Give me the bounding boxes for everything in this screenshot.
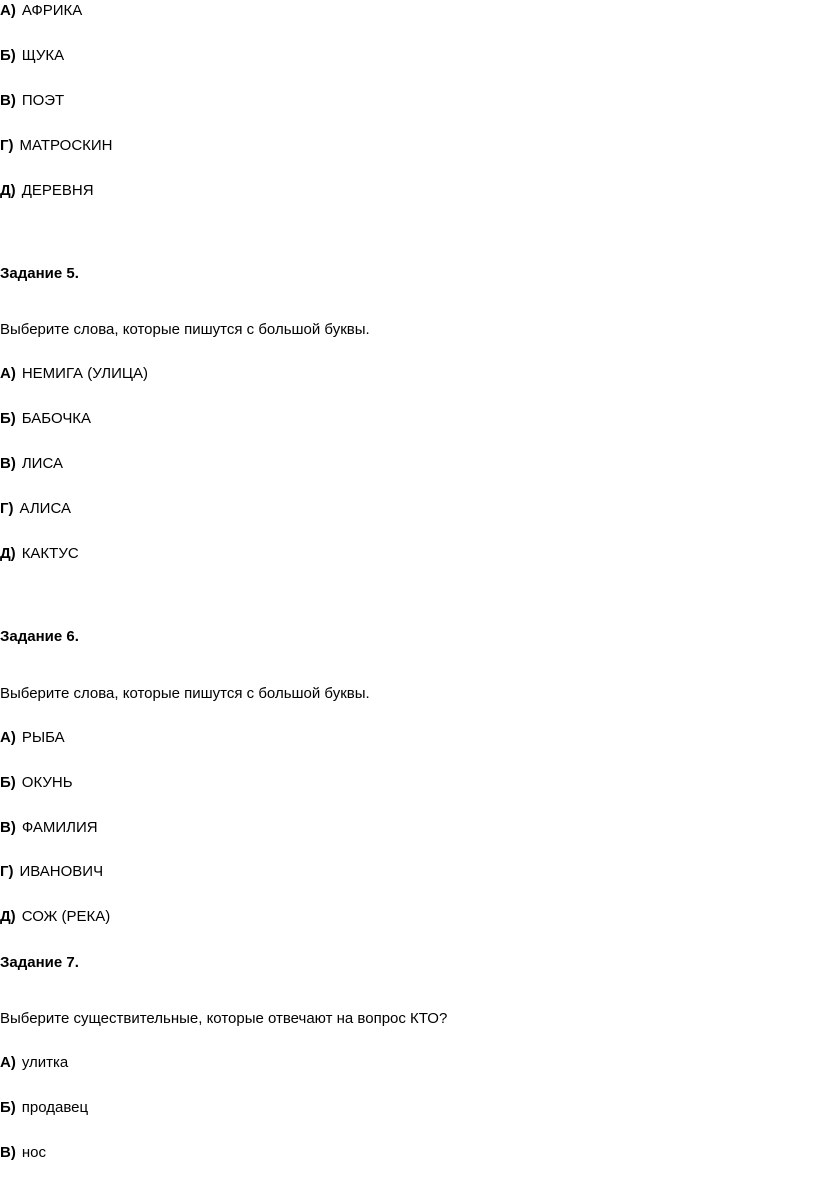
option-letter: В): [0, 819, 16, 836]
option-b: [0, 409, 91, 429]
option-text: РЫБА: [21, 729, 65, 746]
option-text: МАТРОСКИН: [19, 137, 113, 154]
task-5-question: Выберите слова, которые пишутся с большой буквы.: [0, 321, 370, 338]
option-letter: Б): [0, 774, 16, 791]
option-letter: Д): [0, 182, 16, 199]
option-letter: Б): [0, 410, 16, 427]
option-letter: В): [0, 92, 16, 109]
option-g: [0, 862, 103, 882]
task-5-title: Задание 5.: [0, 265, 79, 282]
option-v: [0, 1143, 46, 1163]
option-text: АЛИСА: [19, 500, 71, 517]
option-d: [0, 181, 94, 201]
option-v: [0, 818, 98, 838]
option-letter: Г): [0, 137, 14, 154]
option-text: ОКУНЬ: [21, 774, 73, 791]
option-letter: Г): [0, 863, 14, 880]
option-text: улитка: [21, 1054, 69, 1071]
option-letter: А): [0, 1054, 16, 1071]
option-letter: Б): [0, 1099, 16, 1116]
option-text: ФАМИЛИЯ: [21, 819, 98, 836]
option-v: [0, 91, 64, 111]
option-letter: Б): [0, 47, 16, 64]
option-g: [0, 499, 71, 519]
option-text: СОЖ (РЕКА): [21, 908, 111, 925]
option-text: ЩУКА: [21, 47, 65, 64]
option-letter: Г): [0, 500, 14, 517]
option-letter: А): [0, 365, 16, 382]
option-d: [0, 907, 110, 927]
option-text: АФРИКА: [21, 2, 83, 19]
option-b: [0, 1098, 88, 1118]
option-g: [0, 136, 113, 156]
option-text: БАБОЧКА: [21, 410, 92, 427]
option-a: [0, 364, 148, 384]
option-a: [0, 1, 82, 21]
option-text: ДЕРЕВНЯ: [21, 182, 94, 199]
option-v: [0, 454, 63, 474]
option-text: ИВАНОВИЧ: [19, 863, 104, 880]
option-a: [0, 1053, 68, 1073]
task-6-question: Выберите слова, которые пишутся с большой буквы.: [0, 685, 370, 702]
option-letter: В): [0, 1144, 16, 1161]
task-7-title: Задание 7.: [0, 954, 79, 971]
option-b: [0, 46, 64, 66]
task-7-question: Выберите существительные, которые отвечают на вопрос КТО?: [0, 1010, 448, 1027]
option-text: ПОЭТ: [21, 92, 65, 109]
option-b: [0, 773, 73, 793]
option-text: НЕМИГА (УЛИЦА): [21, 365, 148, 382]
option-text: продавец: [21, 1099, 89, 1116]
option-text: нос: [21, 1144, 46, 1161]
option-letter: А): [0, 729, 16, 746]
option-d: [0, 544, 79, 564]
option-letter: Д): [0, 545, 16, 562]
option-letter: В): [0, 455, 16, 472]
option-text: ЛИСА: [21, 455, 63, 472]
option-text: КАКТУС: [21, 545, 79, 562]
task-6-title: Задание 6.: [0, 628, 79, 645]
option-a: [0, 728, 65, 748]
option-letter: Д): [0, 908, 16, 925]
option-letter: А): [0, 2, 16, 19]
